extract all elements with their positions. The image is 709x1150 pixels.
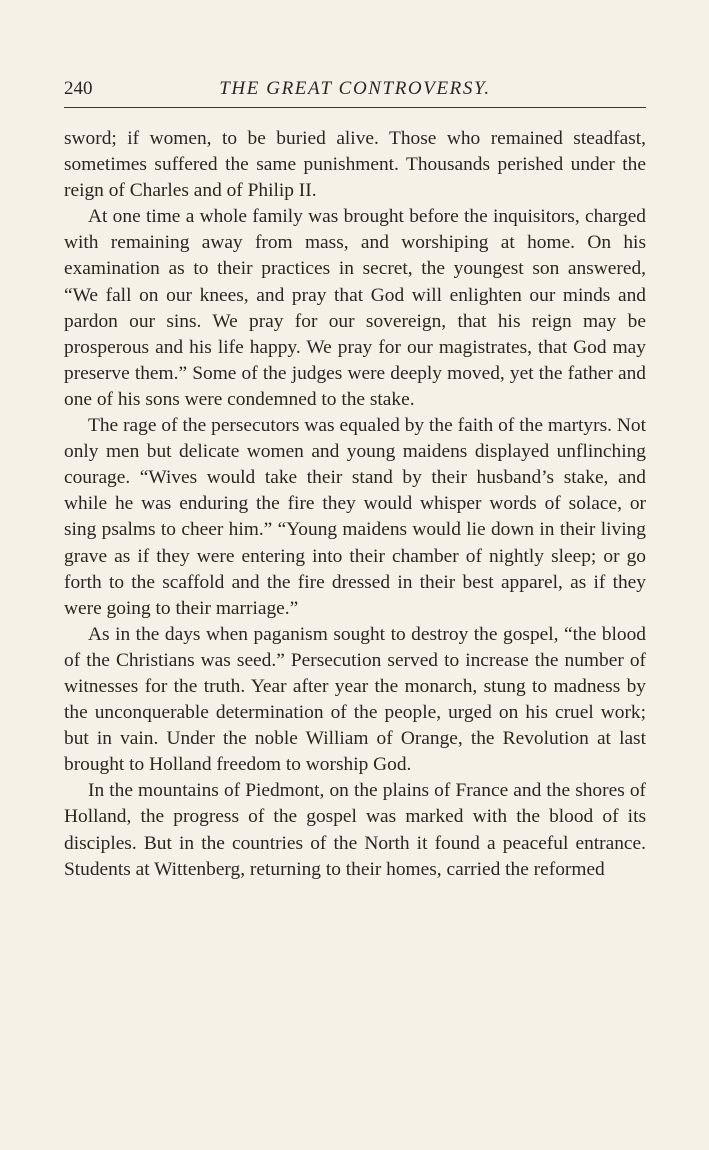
running-title: THE GREAT CONTROVERSY. xyxy=(219,78,491,99)
book-page xyxy=(64,74,646,883)
header-rule xyxy=(64,107,646,108)
paragraph-continued: sword; if women, to be buried alive. Those who remained steadfast, sometimes suffered the same punishment. Thousands perished under the reign of Charles and of Philip II. xyxy=(64,128,646,202)
paragraph: The rage of the persecutors was equaled by the faith of the martyrs. Not only men but delicate women and young maidens displayed unflinching courage. “Wives would take their stand by their husband’s stake, and while he was enduring the fire they would whisper words of solace, or sing psalms to cheer him.” “Young maidens would lie down in their living grave as if they were entering into their chamber of nightly sleep; or go forth to the scaffold and the fire dressed in their best apparel, as if they were going to their marriage.” xyxy=(64,415,646,619)
paragraph: As in the days when paganism sought to destroy the gospel, “the blood of the Christians was seed.” Persecution served to increase the number of witnesses for the truth. Year after year the monarch, stung to madness by the unconquerable determination of the people, urged on his cruel work; but in vain. Under the noble William of Orange, the Revolution at last brought to Holland freedom to worship God. xyxy=(64,623,646,776)
body-text xyxy=(64,126,646,883)
running-head xyxy=(64,74,646,104)
paragraph: At one time a whole family was brought before the inquisitors, charged with remaining away from mass, and worshiping at home. On his examination as to their practices in secret, the youngest son answered, “We fall on our knees, and pray that God will enlighten our minds and pardon our sins. We pray for our sovereign, that his reign may be prosperous and his life happy. We pray for our magistrates, that God may preserve them.” Some of the judges were deeply moved, yet the father and one of his sons were condemned to the stake. xyxy=(64,206,646,410)
page-number: 240 xyxy=(64,78,93,99)
paragraph: In the mountains of Piedmont, on the plains of France and the shores of Holland, the progress of the gospel was marked with the blood of its disciples. But in the countries of the North it found a peaceful entrance. Students at Wittenberg, returning to their homes, carried the reformed xyxy=(64,780,646,880)
